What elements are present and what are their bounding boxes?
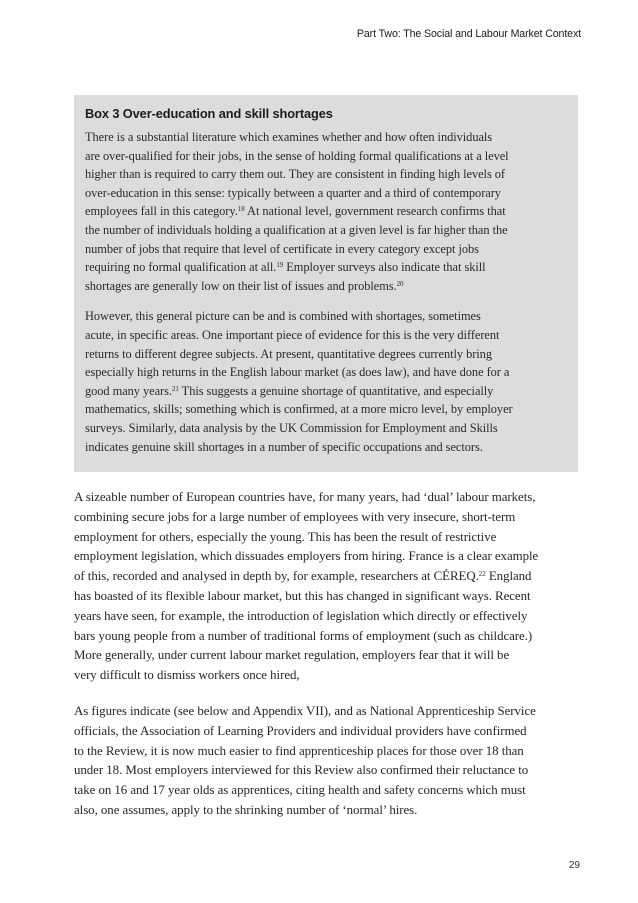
text-line: [85, 382, 568, 401]
text-line: also, one assumes, apply to the shrinking number of ‘normal’ hires.: [74, 802, 418, 817]
text-segment: England: [485, 569, 532, 584]
text-segment: employees fall in this category.: [85, 204, 238, 219]
text-line: However, this general picture can be and is combined with shortages, sometimes: [85, 309, 481, 324]
text-line: has boasted of its flexible labour market, but this has changed in significant ways. Recent: [74, 588, 531, 603]
text-line: under 18. Most employers interviewed for this Review also confirmed their reluctance to: [74, 763, 529, 778]
footnote-ref-19: 19: [276, 261, 284, 270]
text-line: employment legislation, which dissuades employers from hiring. France is a clear example: [74, 549, 539, 564]
text-line: number of jobs that require that level of certificate in every category except jobs: [85, 241, 479, 256]
text-line: A sizeable number of European countries have, for many years, had ‘dual’ labour markets,: [74, 490, 536, 504]
box-title: Box 3 Over-education and skill shortages: [85, 106, 333, 121]
body-paragraph-1: [74, 488, 594, 686]
text-line: over-education in this sense: typically between a quarter and a third of contemporary: [85, 185, 501, 200]
text-segment: This suggests a genuine shortage of quantitative, and especially: [178, 383, 494, 398]
text-line: mathematics, skills; something which is confirmed, at a more micro level, by employer: [85, 402, 513, 417]
page-number: 29: [568, 860, 580, 871]
text-line: acute, in specific areas. One important piece of evidence for this is the very different: [85, 327, 500, 342]
text-line: [74, 567, 594, 587]
text-line: [85, 202, 568, 221]
box-paragraph-2: [85, 307, 568, 456]
text-line: especially high returns in the English labour market (as does law), and have done for a: [85, 365, 510, 380]
footnote-ref-18: 18: [237, 205, 245, 214]
text-line: combining secure jobs for a large number of employees with very insecure, short-term: [74, 509, 516, 524]
text-line: are over-qualified for their jobs, in the sense of holding formal qualifications at a level: [85, 148, 509, 163]
text-line: indicates genuine skill shortages in a number of specific occupations and sectors.: [85, 439, 483, 454]
footnote-ref-21: 21: [171, 384, 179, 393]
text-line: As figures indicate (see below and Appendix VII), and as National Apprenticeship Service: [74, 703, 536, 718]
footnote-ref-20: 20: [396, 279, 404, 288]
text-segment: of this, recorded and analysed in depth by, for example, researchers at CÉREQ.: [74, 569, 479, 584]
box-paragraph-1: [85, 128, 568, 295]
text-line: bars young people from a number of traditional forms of employment (such as childcare.): [74, 628, 533, 643]
text-segment: good many years.: [85, 383, 172, 398]
text-segment: requiring no formal qualification at all.: [85, 260, 277, 275]
body-paragraph-2: [74, 702, 594, 821]
footnote-ref-22: 22: [478, 570, 486, 579]
text-line: to the Review, it is now much easier to find apprenticeship places for those over 18 than: [74, 743, 524, 758]
text-line: [85, 277, 568, 296]
text-segment: At national level, government research confirms that: [244, 204, 506, 219]
callout-box: [74, 95, 578, 472]
text-line: [85, 258, 568, 277]
text-line: More generally, under current labour market regulation, employers fear that it will be: [74, 648, 510, 663]
text-line: higher than is required to carry them out. They are consistent in finding high levels of: [85, 167, 505, 182]
text-line: the number of individuals holding a qualification at a given level is far higher than the: [85, 222, 508, 237]
text-line: returns to different degree subjects. At present, quantitative degrees currently bring: [85, 346, 492, 361]
text-line: employment for others, especially the young. This has been the result of restrictive: [74, 529, 497, 544]
text-segment: Employer surveys also indicate that skill: [283, 260, 486, 275]
text-line: officials, the Association of Learning Providers and individual providers have confirmed: [74, 723, 527, 738]
running-header: Part Two: The Social and Labour Market Context: [356, 28, 581, 40]
main-body: [74, 488, 594, 821]
text-line: There is a substantial literature which examines whether and how often individuals: [85, 130, 493, 144]
text-line: years have seen, for example, the introduction of legislation which directly or effectively: [74, 608, 528, 623]
text-line: surveys. Similarly, data analysis by the UK Commission for Employment and Skills: [85, 420, 498, 435]
text-segment: shortages are generally low on their list of issues and problems.: [85, 278, 397, 293]
text-line: take on 16 and 17 year olds as apprentices, citing health and safety concerns which must: [74, 783, 526, 798]
text-line: very difficult to dismiss workers once hired,: [74, 668, 300, 683]
